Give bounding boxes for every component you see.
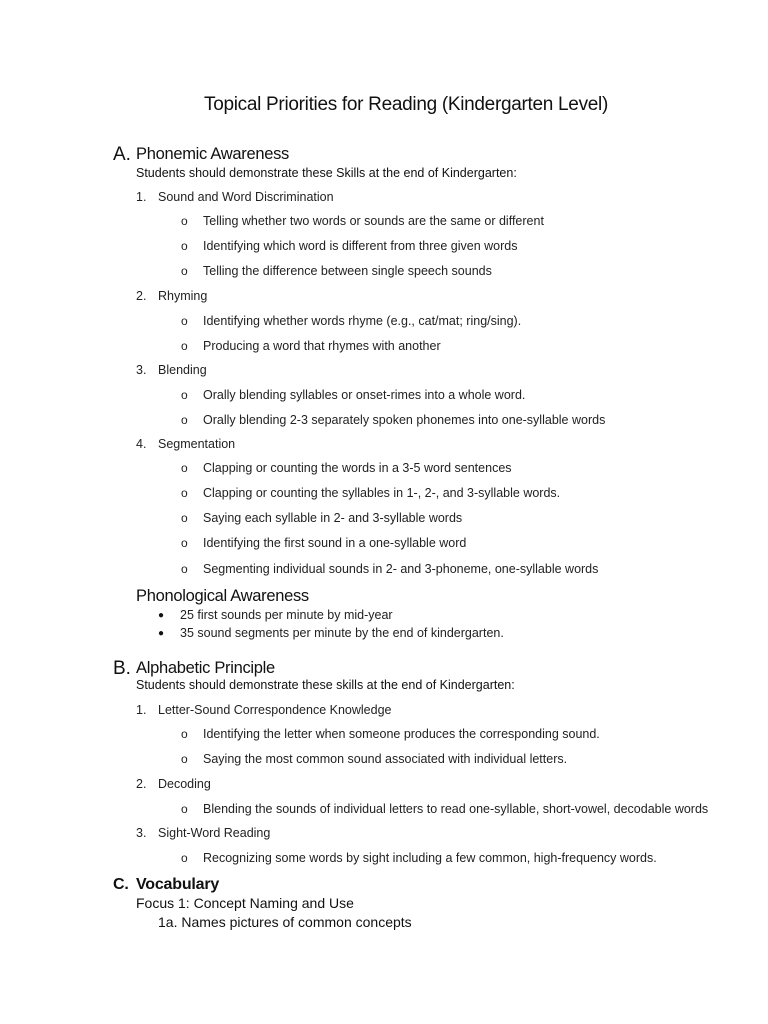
b-item-1-num: 1. bbox=[136, 703, 147, 717]
b-3-sub-1: Recognizing some words by sight including a few common, high-frequency words. bbox=[203, 851, 657, 865]
a-2-sub-2: Producing a word that rhymes with another bbox=[203, 339, 441, 353]
b-item-2-label: Decoding bbox=[158, 777, 211, 791]
sub-bullet-icon: o bbox=[181, 562, 188, 576]
a-item-4-label: Segmentation bbox=[158, 437, 236, 451]
a-item-4-num: 4. bbox=[136, 437, 147, 451]
phonological-heading: Phonological Awareness bbox=[136, 587, 309, 605]
page-title: Topical Priorities for Reading (Kindergarten Level) bbox=[204, 94, 608, 115]
a-item-3-num: 3. bbox=[136, 363, 147, 377]
a-4-sub-2: Clapping or counting the syllables in 1-, 2-, and 3-syllable words. bbox=[203, 486, 561, 500]
b-2-sub-1: Blending the sounds of individual letters to read one-syllable, short-vowel, decodable words bbox=[203, 802, 709, 816]
sub-bullet-icon: o bbox=[181, 727, 188, 741]
section-c-letter: C. bbox=[113, 876, 129, 893]
a-1-sub-1: Telling whether two words or sounds are the same or different bbox=[203, 214, 544, 228]
section-c-focus: Focus 1: Concept Naming and Use bbox=[136, 895, 354, 911]
section-a-letter: A. bbox=[113, 144, 131, 165]
a-item-1-label: Sound and Word Discrimination bbox=[158, 190, 334, 204]
sub-bullet-icon: o bbox=[181, 239, 188, 253]
phonological-bullet-2: 35 sound segments per minute by the end of kindergarten. bbox=[180, 626, 504, 640]
sub-bullet-icon: o bbox=[181, 413, 188, 427]
a-1-sub-2: Identifying which word is different from three given words bbox=[203, 239, 518, 253]
sub-bullet-icon: o bbox=[181, 486, 188, 500]
sub-bullet-icon: o bbox=[181, 214, 188, 228]
b-1-sub-1: Identifying the letter when someone produces the corresponding sound. bbox=[203, 727, 600, 741]
phonological-bullet-1: 25 first sounds per minute by mid-year bbox=[180, 608, 393, 622]
a-item-2-num: 2. bbox=[136, 289, 147, 303]
section-b-intro: Students should demonstrate these skills at the end of Kindergarten: bbox=[136, 678, 515, 692]
b-item-2-num: 2. bbox=[136, 777, 147, 791]
sub-bullet-icon: o bbox=[181, 461, 188, 475]
a-3-sub-1: Orally blending syllables or onset-rimes into a whole word. bbox=[203, 388, 526, 402]
sub-bullet-icon: o bbox=[181, 264, 188, 278]
a-2-sub-1: Identifying whether words rhyme (e.g., cat/mat; ring/sing). bbox=[203, 314, 522, 328]
bullet-icon: ● bbox=[158, 628, 165, 639]
a-item-2-label: Rhyming bbox=[158, 289, 208, 303]
sub-bullet-icon: o bbox=[181, 314, 188, 328]
a-1-sub-3: Telling the difference between single speech sounds bbox=[203, 264, 492, 278]
section-a-intro: Students should demonstrate these Skills at the end of Kindergarten: bbox=[136, 166, 517, 180]
section-c-sub: 1a. Names pictures of common concepts bbox=[158, 914, 412, 930]
sub-bullet-icon: o bbox=[181, 752, 188, 766]
section-c-heading: Vocabulary bbox=[136, 876, 220, 893]
a-4-sub-4: Identifying the first sound in a one-syllable word bbox=[203, 536, 467, 550]
a-item-3-label: Blending bbox=[158, 363, 207, 377]
section-a-heading: Phonemic Awareness bbox=[136, 145, 289, 163]
a-item-1-num: 1. bbox=[136, 190, 147, 204]
b-item-3-num: 3. bbox=[136, 826, 147, 840]
a-4-sub-3: Saying each syllable in 2- and 3-syllable words bbox=[203, 511, 463, 525]
b-item-1-label: Letter-Sound Correspondence Knowledge bbox=[158, 703, 392, 717]
sub-bullet-icon: o bbox=[181, 388, 188, 402]
a-4-sub-1: Clapping or counting the words in a 3-5 word sentences bbox=[203, 461, 512, 475]
sub-bullet-icon: o bbox=[181, 511, 188, 525]
sub-bullet-icon: o bbox=[181, 851, 188, 865]
sub-bullet-icon: o bbox=[181, 802, 188, 816]
section-b-letter: B. bbox=[113, 658, 131, 679]
a-3-sub-2: Orally blending 2-3 separately spoken phonemes into one-syllable words bbox=[203, 413, 606, 427]
b-item-3-label: Sight-Word Reading bbox=[158, 826, 271, 840]
bullet-icon: ● bbox=[158, 610, 165, 621]
sub-bullet-icon: o bbox=[181, 536, 188, 550]
b-1-sub-2: Saying the most common sound associated with individual letters. bbox=[203, 752, 568, 766]
sub-bullet-icon: o bbox=[181, 339, 188, 353]
a-4-sub-5: Segmenting individual sounds in 2- and 3-phoneme, one-syllable words bbox=[203, 562, 599, 576]
section-b-heading: Alphabetic Principle bbox=[136, 659, 275, 677]
